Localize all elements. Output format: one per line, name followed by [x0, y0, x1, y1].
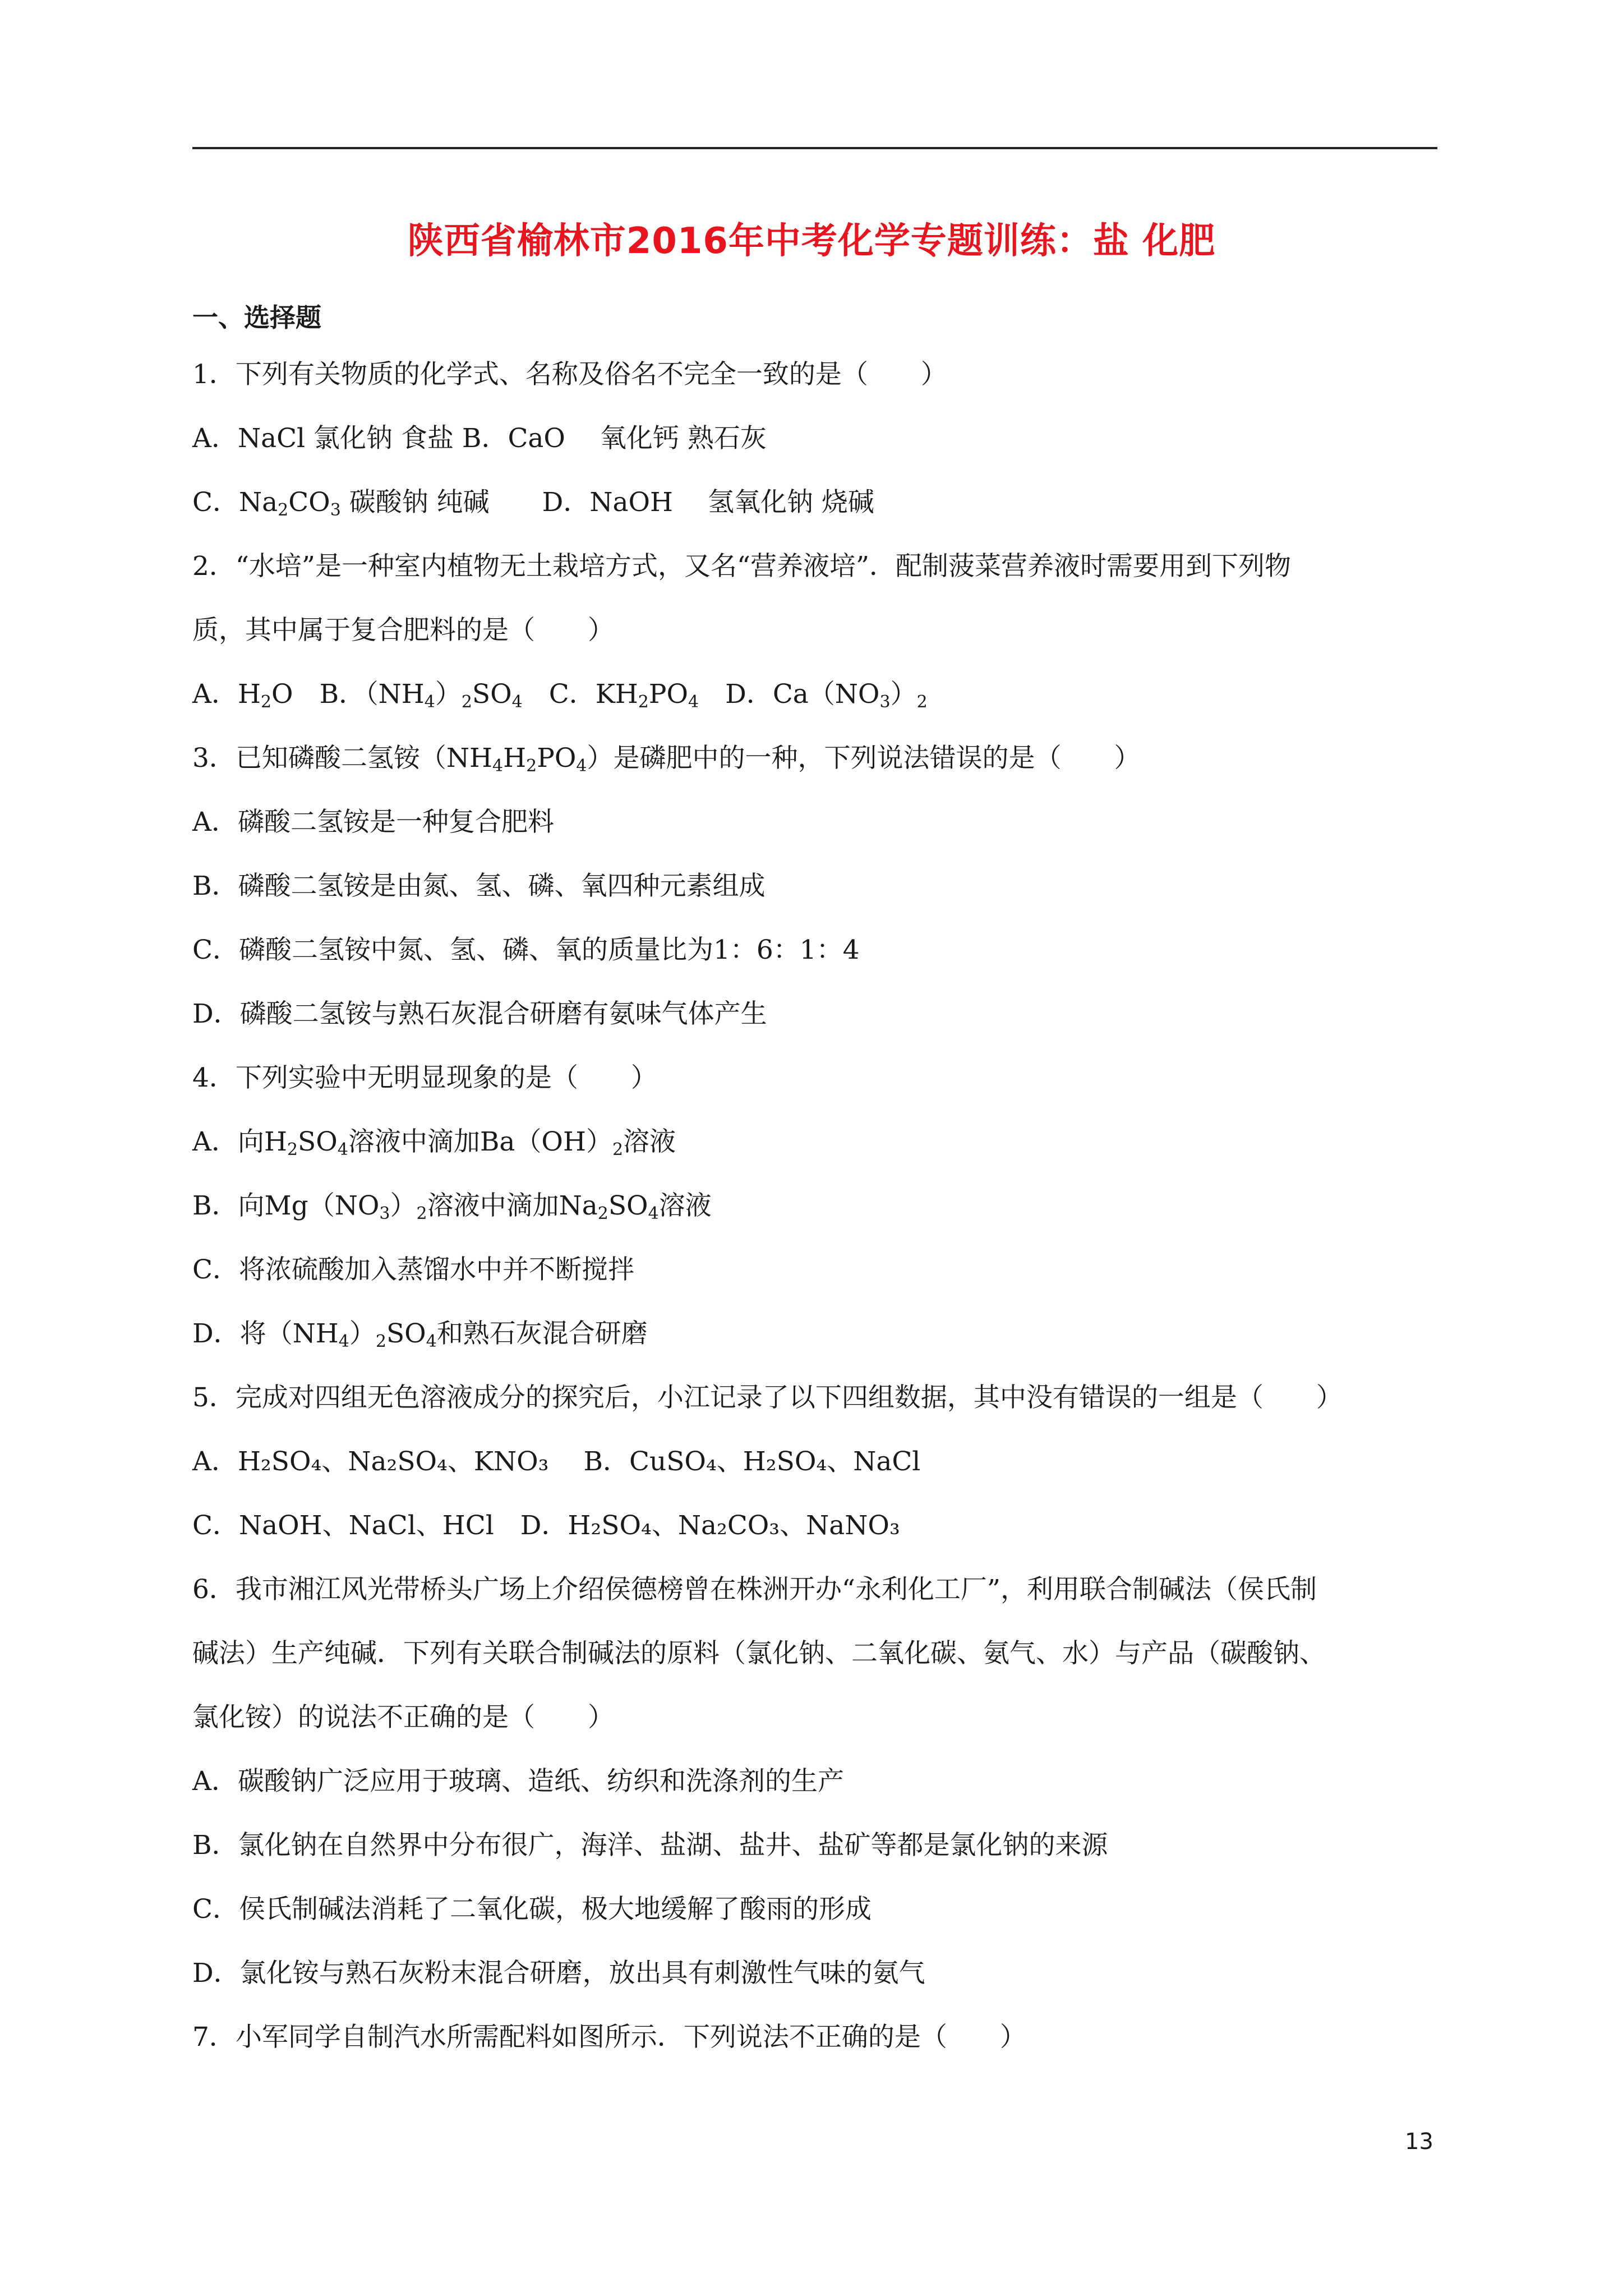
q2-stem-2: 质，其中属于复合肥料的是（ ）: [192, 615, 614, 646]
q6-stem-3: 氯化铵）的说法不正确的是（ ）: [192, 1702, 614, 1733]
header-rule: [192, 147, 1437, 149]
page-number: 13: [1405, 2129, 1433, 2155]
q4-option-a: A．向$H_2SO_4$溶液中滴加$Ba(OH)_2$溶液: [192, 1126, 676, 1159]
q3-option-d: D．磷酸二氢铵与熟石灰混合研磨有氨味气体产生: [192, 999, 767, 1029]
q4-stem: 4．下列实验中无明显现象的是（ ）: [192, 1062, 657, 1093]
q1-options-cd: C．$Na_2CO_3$ 碳酸钠 纯碱 D．NaOH 氢氧化钠 烧碱: [192, 487, 874, 520]
q2-stem-1: 2．“水培”是一种室内植物无土栽培方式，又名“营养液培”．配制菠菜营养液时需要用到下列物: [192, 551, 1292, 582]
q5-options-cd: C．NaOH、NaCl、HCl D．H₂SO₄、Na₂CO₃、NaNO₃: [192, 1510, 900, 1541]
q6-option-c: C．侯氏制碱法消耗了二氧化碳，极大地缓解了酸雨的形成: [192, 1894, 872, 1925]
q1-stem: 1．下列有关物质的化学式、名称及俗名不完全一致的是（ ）: [192, 359, 947, 390]
q3-option-a: A．磷酸二氢铵是一种复合肥料: [192, 807, 554, 838]
q6-option-b: B．氯化钠在自然界中分布很广，海洋、盐湖、盐井、盐矿等都是氯化钠的来源: [192, 1830, 1108, 1861]
page-title: 陕西省榆林市2016年中考化学专题训练：盐 化肥: [407, 220, 1216, 262]
section-heading: 一、选择题: [192, 302, 321, 333]
q4-option-b: B．向$Mg(NO_3)_2$溶液中滴加$Na_2SO_4$溶液: [192, 1190, 712, 1223]
q3-option-c: C．磷酸二氢铵中氮、氢、磷、氧的质量比为1：6：1：4: [192, 935, 860, 965]
q3-stem: 3．已知磷酸二氢铵$(NH_4H_2PO_4)$是磷肥中的一种，下列说法错误的是（ ）: [192, 743, 1141, 776]
q4-option-c: C．将浓硫酸加入蒸馏水中并不断搅拌: [192, 1254, 634, 1285]
q6-stem-2: 碱法）生产纯碱．下列有关联合制碱法的原料（氯化钠、二氧化碳、氨气、水）与产品（碳酸钠、: [192, 1638, 1326, 1669]
q2-options: A．$H_2O$ B．$(NH_4)_2SO_4$ C．$KH_2PO_4$ D．$Ca(NO_3)_2$: [192, 679, 928, 712]
q5-stem: 5．完成对四组无色溶液成分的探究后，小江记录了以下四组数据，其中没有错误的一组是（ ）: [192, 1382, 1343, 1413]
q7-stem: 7．小军同学自制汽水所需配料如图所示．下列说法不正确的是（ ）: [192, 2022, 1026, 2053]
q4-option-d: D．将$(NH_4)_2SO_4$和熟石灰混合研磨: [192, 1318, 648, 1351]
q6-option-d: D．氯化铵与熟石灰粉末混合研磨，放出具有刺激性气味的氨气: [192, 1958, 925, 1989]
q1-options-ab: A．NaCl 氯化钠 食盐 B．CaO 氧化钙 熟石灰: [192, 423, 767, 454]
q3-option-b: B．磷酸二氢铵是由氮、氢、磷、氧四种元素组成: [192, 871, 766, 901]
q5-options-ab: A．H₂SO₄、Na₂SO₄、KNO₃ B．CuSO₄、H₂SO₄、NaCl: [192, 1446, 921, 1477]
q6-option-a: A．碳酸钠广泛应用于玻璃、造纸、纺织和洗涤剂的生产: [192, 1766, 844, 1797]
q6-stem-1: 6．我市湘江风光带桥头广场上介绍侯德榜曾在株洲开办“永利化工厂”，利用联合制碱法（侯氏制: [192, 1574, 1317, 1605]
